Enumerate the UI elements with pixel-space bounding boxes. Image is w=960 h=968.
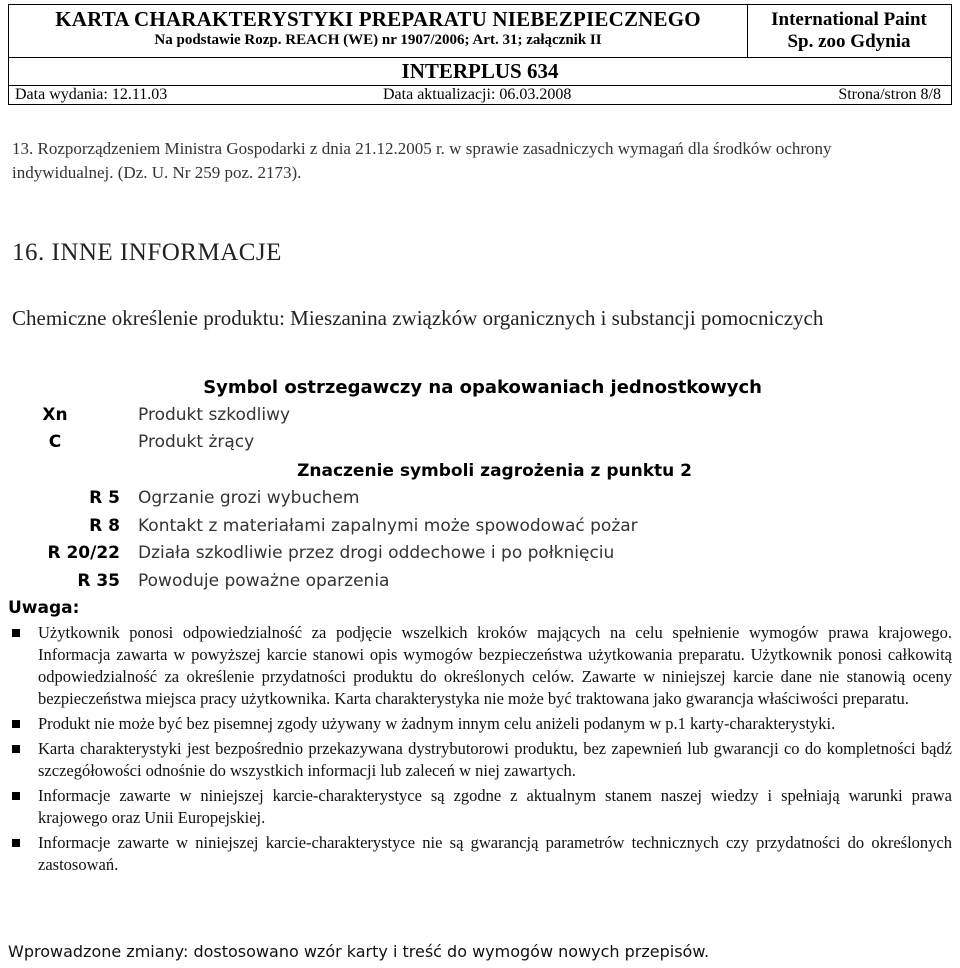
hazard-symbols-table bbox=[10, 374, 952, 596]
r-desc: Działa szkodliwie przez drogi oddechowe i po połknięciu bbox=[138, 543, 615, 563]
r-desc: Powoduje poważne oparzenia bbox=[138, 571, 390, 591]
company-name: International Paint bbox=[771, 9, 927, 30]
r-code: R 20/22 bbox=[47, 543, 120, 563]
section-16-heading: 16. INNE INFORMACJE bbox=[12, 239, 282, 266]
symbol-desc: Produkt szkodliwy bbox=[138, 405, 291, 425]
r-header-row bbox=[10, 458, 952, 485]
notes-label: Uwaga: bbox=[8, 598, 80, 618]
section-13-text: 13. Rozporządzeniem Ministra Gospodarki z dnia 21.12.2005 r. w sprawie zasadniczych wymagań dla środków ochrony indywidualnej. (Dz. U. Nr 259 poz. 2173). bbox=[12, 139, 832, 182]
document-subtitle: Na podstawie Rozp. REACH (WE) nr 1907/2006; Art. 31; załącznik II bbox=[154, 32, 602, 48]
symbol-desc: Produkt żrący bbox=[138, 432, 255, 452]
r-phrase-row bbox=[10, 513, 952, 540]
company-location: Sp. zoo Gdynia bbox=[787, 31, 911, 52]
header-dates-row bbox=[9, 85, 951, 105]
symbol-code: Xn bbox=[42, 405, 68, 425]
r-desc: Kontakt z materiałami zapalnymi może spowodować pożar bbox=[138, 516, 638, 536]
list-item bbox=[8, 713, 952, 735]
header-title-block bbox=[9, 5, 748, 57]
update-date: Data aktualizacji: 06.03.2008 bbox=[383, 86, 572, 103]
symbol-row bbox=[10, 402, 952, 429]
list-item bbox=[8, 622, 952, 710]
square-bullet-icon bbox=[12, 792, 20, 800]
list-item bbox=[8, 832, 952, 876]
changes-note: Wprowadzone zmiany: dostosowano wzór karty i treść do wymogów nowych przepisów. bbox=[8, 942, 710, 961]
symbol-code: C bbox=[48, 432, 62, 452]
note-text: Użytkownik ponosi odpowiedzialność za podjęcie wszelkich kroków mających na celu spełnienie wymogów prawa krajowego. Informacja zawarta w powyższej karcie stanowi opis wymogów bezpieczeństwa użytkowania preparatu. Użytkownik ponosi całkowitą odpowiedzialność za określenie przydatności produktu do określonych celów. Zawarte w niniejszej karcie dane nie stanowią oceny bezpieczeństwa miejsca pracy użytkownika. Karta charakterystyka nie może być traktowana jako gwarancja właściwości preparatu. bbox=[38, 623, 952, 708]
document-title: KARTA CHARAKTERYSTYKI PREPARATU NIEBEZPIECZNEGO bbox=[55, 7, 701, 31]
page-number: Strona/stron 8/8 bbox=[838, 86, 941, 103]
symbols-header: Symbol ostrzegawczy na opakowaniach jednostkowych bbox=[203, 377, 762, 398]
document-header bbox=[8, 4, 952, 105]
company-block bbox=[747, 5, 951, 57]
r-code: R 5 bbox=[89, 488, 120, 508]
r-code: R 35 bbox=[77, 571, 120, 591]
square-bullet-icon bbox=[12, 720, 20, 728]
list-item bbox=[8, 738, 952, 782]
note-text: Informacje zawarte w niniejszej karcie-charakterystyce nie są gwarancją parametrów technicznych czy przydatności do określonych zastosowań. bbox=[38, 833, 952, 874]
chemical-description: Chemiczne określenie produktu: Mieszanina związków organicznych i substancji pomocniczych bbox=[12, 306, 824, 330]
notes-list bbox=[8, 622, 952, 879]
square-bullet-icon bbox=[12, 839, 20, 847]
header-top-row bbox=[9, 5, 951, 58]
issue-date: Data wydania: 12.11.03 bbox=[15, 86, 168, 103]
list-item bbox=[8, 785, 952, 829]
symbols-header-row bbox=[10, 374, 952, 401]
r-phrases-header: Znaczenie symboli zagrożenia z punktu 2 bbox=[297, 461, 692, 481]
r-phrase-row bbox=[10, 540, 952, 567]
square-bullet-icon bbox=[12, 745, 20, 753]
square-bullet-icon bbox=[12, 629, 20, 637]
r-phrase-row bbox=[10, 485, 952, 512]
note-text: Karta charakterystyki jest bezpośrednio przekazywana dystrybutorowi produktu, bez zapewnień lub gwarancji co do kompletności bądź szczegółowości odnośnie do wszystkich informacji lub zaleceń w niej zawartych. bbox=[38, 739, 952, 780]
product-name: INTERPLUS 634 bbox=[9, 57, 951, 86]
r-code: R 8 bbox=[89, 516, 120, 536]
r-phrase-row bbox=[10, 568, 952, 595]
r-desc: Ogrzanie grozi wybuchem bbox=[138, 488, 360, 508]
note-text: Informacje zawarte w niniejszej karcie-charakterystyce są zgodne z aktualnym stanem naszej wiedzy i spełniają warunki prawa krajowego oraz Unii Europejskiej. bbox=[38, 786, 952, 827]
symbol-row bbox=[10, 429, 952, 456]
note-text: Produkt nie może być bez pisemnej zgody używany w żadnym innym celu aniżeli podanym w p.1 karty-charakterystyki. bbox=[38, 714, 836, 733]
